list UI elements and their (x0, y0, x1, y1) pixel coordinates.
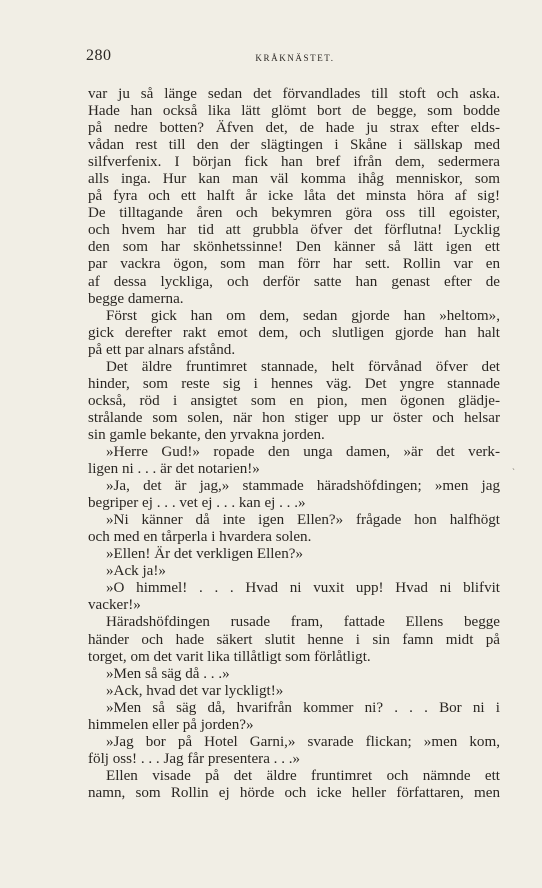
text-line: ligen ni . . . är det notarien!» (88, 461, 260, 478)
text-line: »Ack, hvad det var lyckligt!» (106, 682, 284, 699)
text-line: vacker!» (88, 597, 141, 614)
text-line: begriper ej . . . vet ej . . . kan ej . . .» (88, 495, 306, 512)
text-line: namn, som Rollin ej hörde och icke heller författaren, men (88, 784, 500, 801)
text-line: Ellen visade på det äldre fruntimret och nämnde ett (106, 767, 500, 784)
text-line: händer och hade säkert slutit henne i sin famn midt på (88, 631, 500, 648)
text-line: De tilltagande åren och bekymren göra oss till egoister, (88, 205, 500, 222)
text-line: och hvem har tid att grubbla öfver det förflutna! Lycklig (88, 222, 500, 239)
page-header (86, 47, 504, 71)
text-line: sin gamle bekante, den yrvakna jorden. (88, 426, 325, 443)
text-line: »O himmel! . . . Hvad ni vuxit upp! Hvad ni blifvit (106, 580, 500, 597)
text-line: »Ja, det är jag,» stammade häradshöfdingen; »men jag (106, 478, 500, 495)
text-line: strålande som solen, när hon stiger upp ur öster och helsar (88, 409, 500, 426)
text-line: var ju så länge sedan det förvandlades till stoft och aska. (88, 86, 500, 102)
text-line: på nedre botten? Äfven det, de hade ju strax efter elds- (88, 120, 500, 137)
text-line: den som har skönhetssinne! Den känner så lätt igen ett (88, 239, 500, 256)
text-line: torget, om det varit lika tillåtligt som förlåtligt. (88, 648, 371, 665)
text-line: också, röd i ansigtet som en pion, men ögonen glädje- (88, 392, 500, 409)
text-line: på ett par alnars afstånd. (88, 341, 236, 358)
text-line: »Jag bor på Hotel Garni,» svarade flickan; »men kom, (106, 733, 500, 750)
text-line: »Men så säg då, hvarifrån kommer ni? . . . Bor ni i (106, 699, 500, 716)
text-line: begge damerna. (88, 290, 184, 307)
text-line: på fyra och ett halft år icke låta det minsta höra af sig! (88, 188, 500, 205)
text-line: Hade han också lika lätt glömt bort de begge, som bodde (88, 103, 500, 120)
text-line: silfverfenix. I början fick han bref ifrån dem, sedermera (88, 154, 500, 171)
text-line: »Ack ja!» (106, 563, 166, 580)
text-line: Först gick han om dem, sedan gjorde han »heltom», (106, 307, 500, 324)
text-line: af dessa lyckliga, och derför satte han genast efter de (88, 273, 500, 290)
text-line: »Herre Gud!» ropade den unga damen, »är det verk- (106, 443, 500, 460)
margin-mark: ` (512, 467, 515, 477)
text-line: »Ni känner då inte igen Ellen?» frågade hon halfhögt (106, 512, 500, 529)
text-line: hinder, som reste sig i hennes väg. Det yngre stannade (88, 375, 500, 392)
text-line: »Men så säg då . . .» (106, 665, 230, 682)
text-line: par vackra ögon, som man förr har sett. Rollin var en (88, 256, 500, 273)
text-line: Det äldre fruntimret stannade, helt förvånad öfver det (106, 358, 500, 375)
text-line: följ oss! . . . Jag får presentera . . .» (88, 750, 301, 767)
text-line: Häradshöfdingen rusade fram, fattade Ellens begge (106, 614, 500, 631)
text-line: gick derefter rakt emot dem, och slutligen gjorde han halt (88, 324, 500, 341)
page-number: 280 (86, 47, 112, 64)
body-text (88, 86, 500, 802)
running-head: KRÅKNÄSTET. (255, 53, 335, 63)
text-line: och med en tårperla i hvardera solen. (88, 529, 312, 546)
text-line: vådan rest till den der slägtingen i Skåne i sällskap med (88, 137, 500, 154)
text-line: »Ellen! Är det verkligen Ellen?» (106, 546, 303, 563)
text-line: alls inga. Hur kan man väl komma ihåg menniskor, som (88, 171, 500, 188)
text-line: himmelen eller på jorden?» (88, 716, 254, 733)
